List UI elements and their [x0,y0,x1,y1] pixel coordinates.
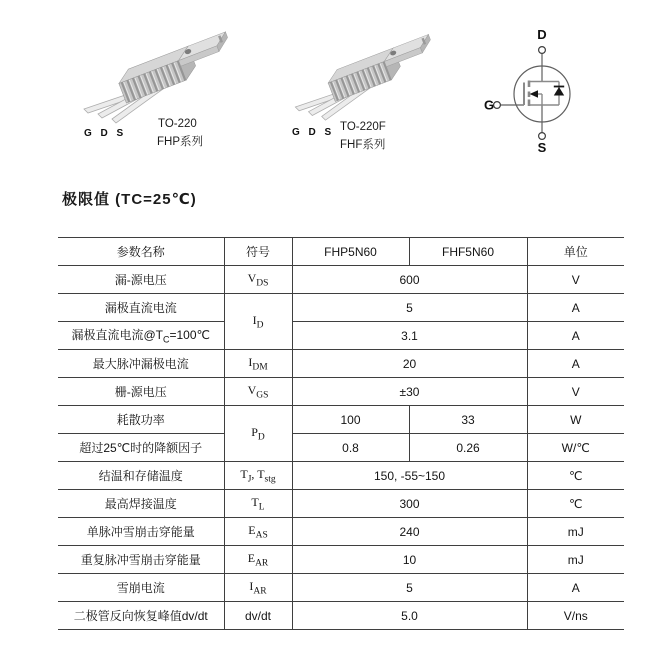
header-cell: FHP5N60 [292,238,409,266]
param-cell: 单脉冲雪崩击穿能量 [58,518,224,546]
table-row [58,574,624,602]
value-cell: 3.1 [292,322,527,350]
symbol-cell: $I_{AR}$ [224,574,292,602]
unit-cell: mJ [527,518,624,546]
value-cell: 600 [292,266,527,294]
value-cell: 5 [292,574,527,602]
value-cell: 0.8 [292,434,409,462]
figures-area [0,0,656,175]
symbol-cell: $V_{GS}$ [224,378,292,406]
unit-cell: W/℃ [527,434,624,462]
unit-cell: mJ [527,546,624,574]
table-row [58,350,624,378]
gate-label: G [484,97,495,113]
table-row [58,490,624,518]
param-cell: 漏-源电压 [58,266,224,294]
unit-cell: ℃ [527,462,624,490]
symbol-cell: $I_D$ [224,294,292,350]
table-row [58,266,624,294]
symbol-cell: dv/dt [224,602,292,630]
unit-cell: A [527,350,624,378]
value-cell: 0.26 [409,434,527,462]
to220f-package-name: TO-220F [340,121,386,133]
unit-cell: ℃ [527,490,624,518]
header-cell: 单位 [527,238,624,266]
value-cell: ±30 [292,378,527,406]
table-row [58,434,624,462]
unit-cell: A [527,294,624,322]
table-row [58,322,624,350]
body-arrow [530,90,538,97]
to220-package-name: TO-220 [158,118,197,130]
param-cell: 雪崩电流 [58,574,224,602]
value-cell: 5 [292,294,527,322]
symbol-cell: $T_J$, $T_{stg}$ [224,462,292,490]
symbol-cell: $I_{DM}$ [224,350,292,378]
value-cell: 300 [292,490,527,518]
table-row [58,602,624,630]
table-row [58,378,624,406]
table-row [58,546,624,574]
unit-cell: W [527,406,624,434]
gate-terminal [494,102,501,109]
diode-anode-triangle [554,87,564,96]
to220f-series-label: FHF系列 [340,139,386,151]
param-cell: 栅-源电压 [58,378,224,406]
to220-package-drawing [70,8,245,126]
header-cell: 参数名称 [58,238,224,266]
header-cell: 符号 [224,238,292,266]
param-cell: 二极管反向恢复峰值dv/dt [58,602,224,630]
value-cell: 150, -55~150 [292,462,527,490]
to220f-package-drawing [282,12,447,123]
value-cell: 100 [292,406,409,434]
table-row [58,518,624,546]
symbol-cell: $E_{AR}$ [224,546,292,574]
param-cell: 超过25℃时的降额因子 [58,434,224,462]
unit-cell: V [527,378,624,406]
param-cell: 耗散功率 [58,406,224,434]
source-terminal [539,133,546,140]
param-cell: 漏极直流电流 [58,294,224,322]
symbol-cell: $T_L$ [224,490,292,518]
drain-label: D [537,27,547,42]
unit-cell: V/ns [527,602,624,630]
ratings-table [58,237,624,630]
param-cell: 漏极直流电流$@T_C=100℃$ [58,322,224,350]
value-cell: 5.0 [292,602,527,630]
unit-cell: A [527,322,624,350]
param-cell: 最高焊接温度 [58,490,224,518]
symbol-cell: $P_D$ [224,406,292,462]
value-cell: 33 [409,406,527,434]
param-cell: 结温和存储温度 [58,462,224,490]
value-cell: 10 [292,546,527,574]
table-row [58,406,624,434]
unit-cell: A [527,574,624,602]
symbol-cell: $V_{DS}$ [224,266,292,294]
mosfet-symbol-drawing [480,22,605,157]
to220f-pin-labels: G D S [292,127,335,138]
table-row [58,462,624,490]
table-header-row [58,238,624,266]
table-row [58,294,624,322]
section-title: 极限值 (TC=25℃) [62,191,197,208]
to220-pin-labels: G D S [84,128,127,139]
to220-series-label: FHP系列 [157,136,203,148]
value-cell: 20 [292,350,527,378]
header-cell: FHF5N60 [409,238,527,266]
unit-cell: V [527,266,624,294]
drain-terminal [539,47,546,54]
param-cell: 最大脉冲漏极电流 [58,350,224,378]
source-label: S [537,140,547,155]
symbol-cell: $E_{AS}$ [224,518,292,546]
param-cell: 重复脉冲雪崩击穿能量 [58,546,224,574]
value-cell: 240 [292,518,527,546]
